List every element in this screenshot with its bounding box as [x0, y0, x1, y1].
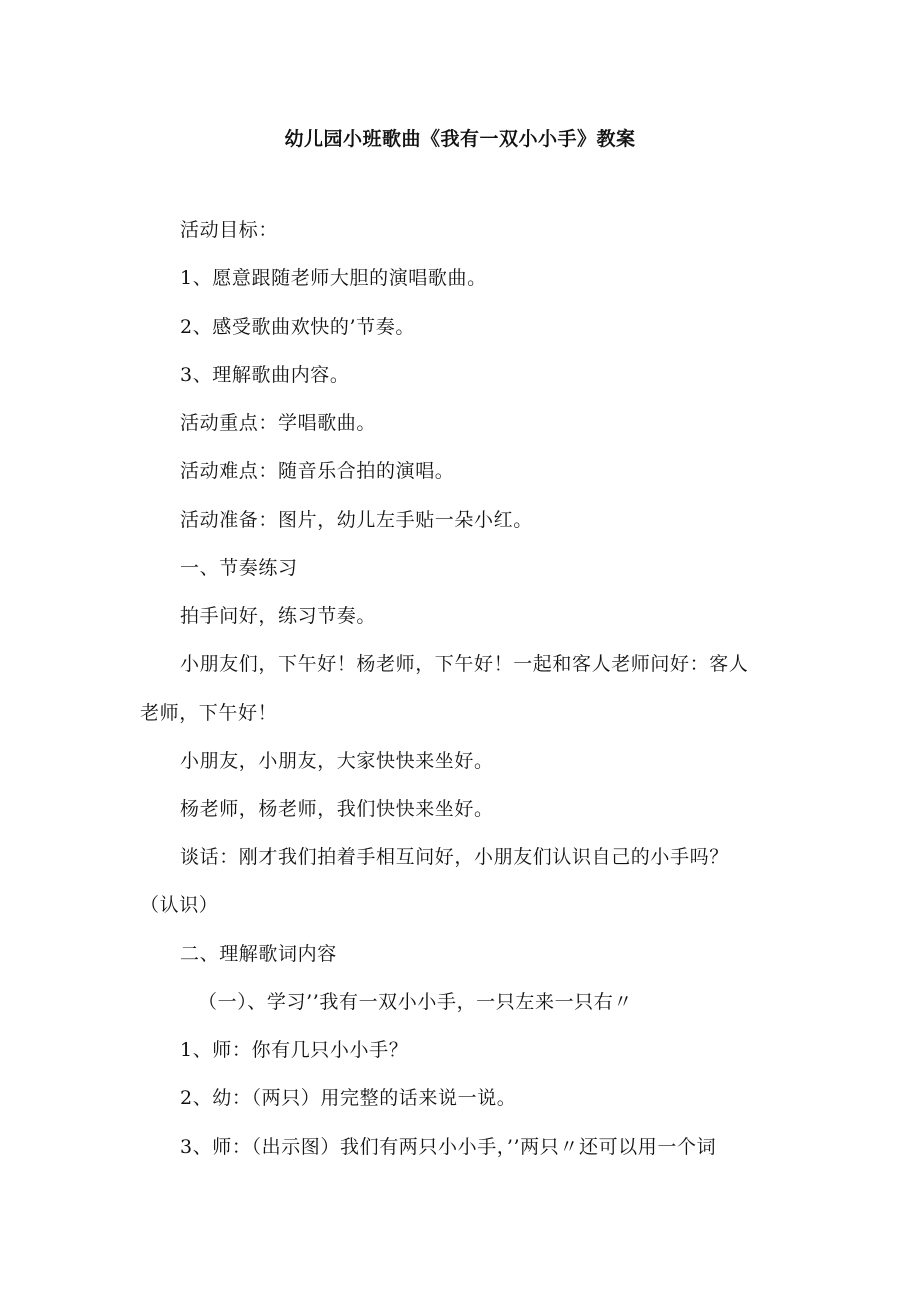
preparation: 活动准备：图片，幼儿左手贴一朵小红。 [180, 509, 533, 531]
paragraph-continuation: 老师，下午好！ [140, 702, 278, 724]
paragraph: 谈话：刚才我们拍着手相互问好，小朋友们认识自己的小手吗？ [180, 846, 729, 868]
objective-1: 1、愿意跟随老师大胆的演唱歌曲。 [180, 267, 487, 289]
step-1: 1、师：你有几只小小手？ [180, 1039, 409, 1061]
document-title: 幼儿园小班歌曲《我有一双小小手》教案 [284, 128, 636, 150]
subsection-heading: （一）、学习’’我有一双小小手，一只左来一只右〃 [198, 991, 633, 1013]
objective-2: 2、感受歌曲欢快的’节奏。 [180, 316, 415, 338]
paragraph: 小朋友，小朋友，大家快快来坐好。 [180, 750, 494, 772]
objectives-heading: 活动目标： [180, 219, 279, 241]
objective-3: 3、理解歌曲内容。 [180, 364, 350, 386]
paragraph: 拍手问好，练习节奏。 [180, 605, 377, 627]
section-2-heading: 二、理解歌词内容 [180, 943, 337, 965]
paragraph: 小朋友们，下午好！杨老师，下午好！一起和客人老师问好：客人 [180, 653, 749, 675]
step-2: 2、幼：（两只）用完整的话来说一说。 [180, 1087, 517, 1109]
section-1-heading: 一、节奏练习 [180, 557, 298, 579]
paragraph-continuation: （认识） [140, 894, 219, 916]
difficult-point: 活动难点：随音乐合拍的演唱。 [180, 460, 455, 482]
paragraph: 杨老师，杨老师，我们快快来坐好。 [180, 798, 494, 820]
step-3: 3、师：（出示图）我们有两只小小手，’’两只〃还可以用一个词 [180, 1136, 717, 1158]
key-point: 活动重点：学唱歌曲。 [180, 412, 377, 434]
